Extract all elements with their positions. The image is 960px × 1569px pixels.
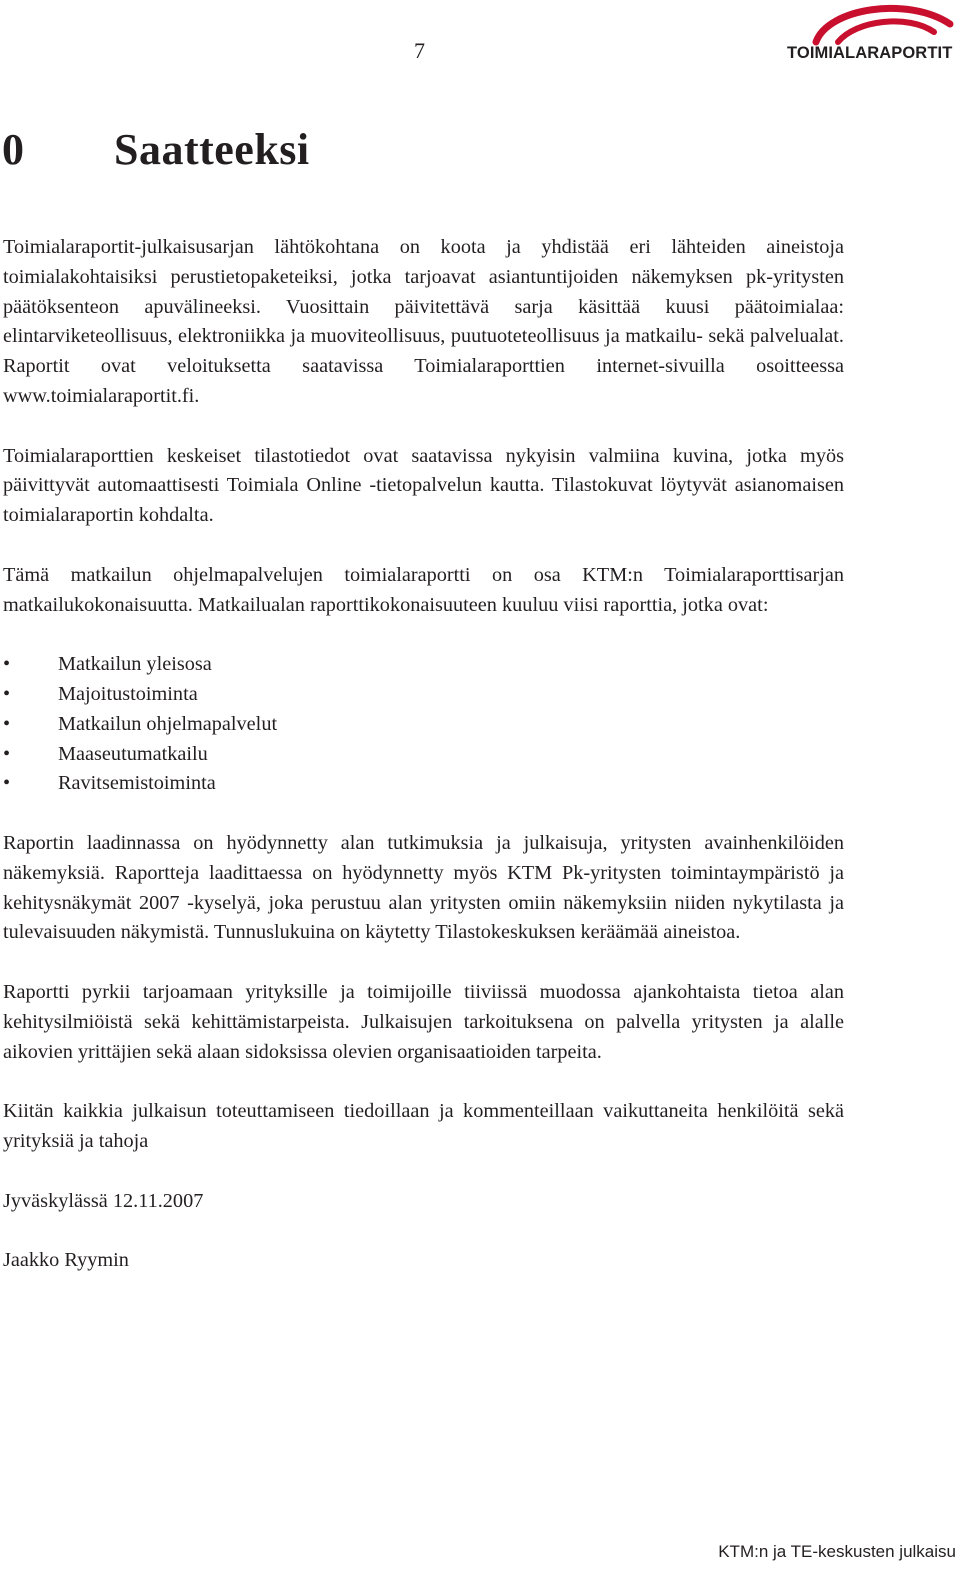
page-title: [2, 124, 310, 175]
paragraph: Raportin laadinnassa on hyödynnetty alan tutkimuksia ja julkaisuja, yritysten avainhenkilöiden näkemyksiä. Raportteja laadittaessa on hyödynnetty myös KTM Pk-yritysten toimintaympäristö ja kehitysnäkymät 2007 -kyselyä, joka perustuu alan yritysten omiin näkemyksiin niiden nykytilasta ja tulevaisuuden näkymistä. Tunnuslukuina on käytetty Tilastokeskuksen keräämää aineistoa.: [3, 831, 844, 944]
chapter-number: 0: [2, 125, 25, 174]
bullet-icon: •: [3, 742, 11, 765]
bullet-icon: •: [3, 682, 11, 705]
document-body: [3, 233, 844, 1306]
list-item: • Matkailun ohjelmapalvelut: [3, 710, 844, 740]
list-item: • Maaseutumatkailu: [3, 740, 844, 770]
bullet-icon: •: [3, 712, 11, 735]
paragraph: Toimialaraportit-julkaisusarjan lähtökohtana on koota ja yhdistää eri lähteiden aineistoja toimialakohtaisiksi perustietopaketeiksi, jotka tarjoavat asiantuntijoiden näkemyksen pk-yritysten päätöksenteon apuvälineeksi. Vuosittain päivitettävä sarja käsittää kuusi päätoimialaa: elintarviketeollisuus, elektroniikka ja muoviteollisuus, puutuoteteollisuus ja matkailu- sekä palvelualat. Raportit ovat veloituksetta saatavissa Toimialaraporttien internet-sivuilla osoitteessa www.toimialaraportit.fi.: [3, 236, 844, 407]
paragraph: Tämä matkailun ohjelmapalvelujen toimialaraportti on osa KTM:n Toimialaraporttisarjan matkailukokonaisuutta. Matkailualan raporttikokonaisuuteen kuuluu viisi raporttia, jotka ovat:: [3, 563, 844, 616]
report-list: [3, 650, 844, 799]
bullet-icon: •: [3, 772, 11, 795]
paragraph: Raportti pyrkii tarjoamaan yrityksille ja toimijoille tiiviissä muodossa ajankohtaista tietoa alan kehitysilmiöistä sekä kehittämistarpeista. Julkaisujen tarkoituksena on palvella yritysten ja alalle aikovien yrittäjien sekä alaan sidoksissa olevien organisaatioiden tarpeita.: [3, 980, 844, 1063]
chapter-title: Saatteeksi: [114, 125, 310, 174]
logo-text: TOIMIALARAPORTIT: [787, 44, 953, 62]
logo-swoosh-icon: [808, 2, 958, 46]
page-number: 7: [414, 38, 425, 63]
toimialaraportit-logo: [784, 2, 960, 66]
place-date: Jyväskylässä 12.11.2007: [3, 1189, 204, 1212]
signature: Jaakko Ryymin: [3, 1249, 129, 1272]
bullet-icon: •: [3, 653, 11, 676]
list-item: • Majoitustoiminta: [3, 680, 844, 710]
list-item: • Matkailun yleisosa: [3, 650, 844, 680]
list-item: • Ravitsemistoiminta: [3, 769, 844, 799]
paragraph: Kiitän kaikkia julkaisun toteuttamiseen tiedoillaan ja kommenteillaan vaikuttaneita henkilöitä sekä yrityksiä ja tahoja: [3, 1100, 844, 1152]
paragraph: Toimialaraporttien keskeiset tilastotiedot ovat saatavissa nykyisin valmiina kuvina, jotka myös päivittyvät automaattisesti Toimiala Online -tietopalvelun kautta. Tilastokuvat löytyvät asianomaisen toimialaraportin kohdalta.: [3, 444, 844, 527]
footer-publisher: KTM:n ja TE-keskusten julkaisu: [718, 1542, 956, 1561]
